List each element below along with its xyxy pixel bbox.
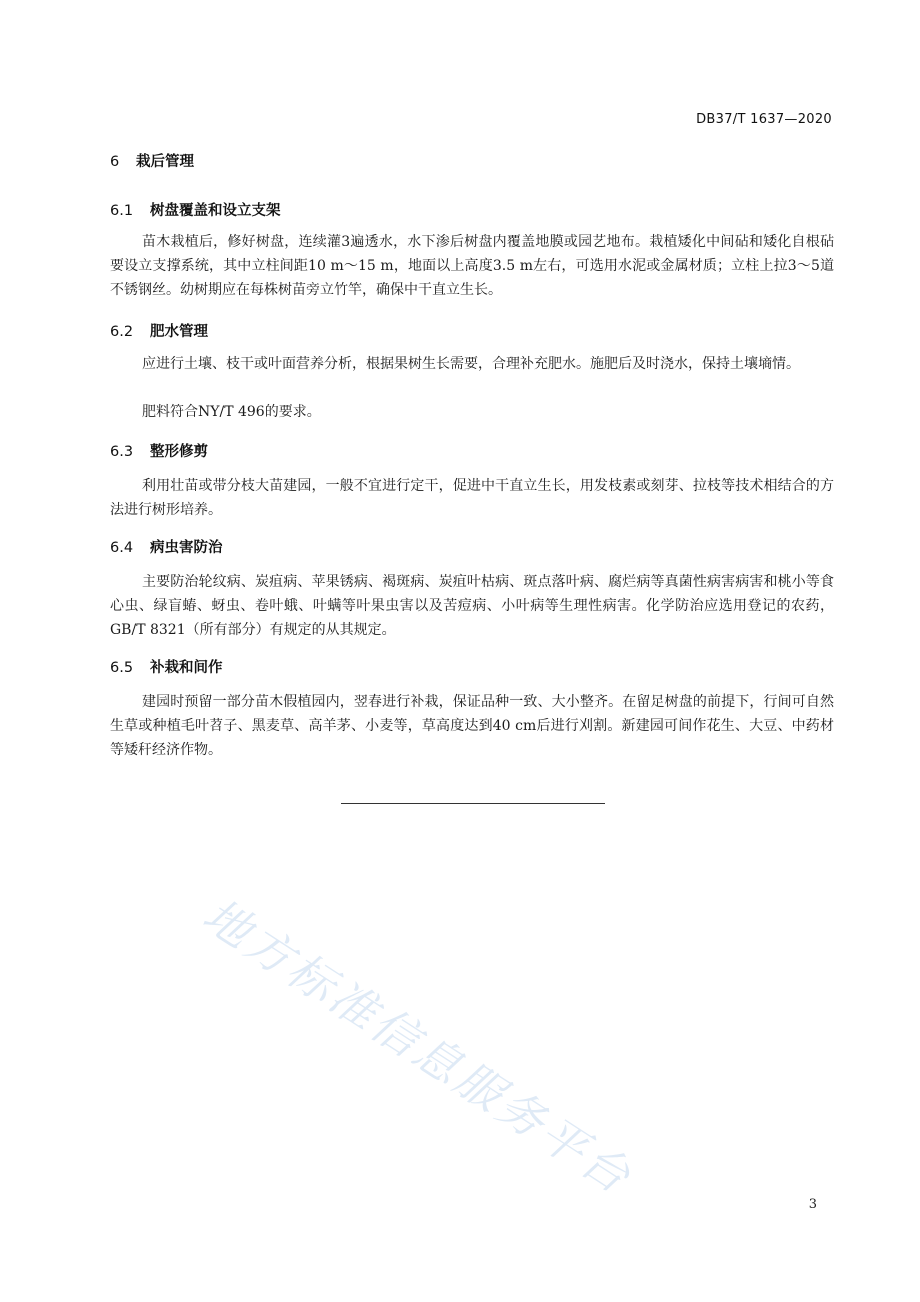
section-heading-6 [110, 150, 194, 171]
subsection-heading-6-2 [110, 320, 208, 341]
subsection-heading-6-5 [110, 656, 223, 677]
document-code: DB37/T 1637—2020 [696, 112, 832, 127]
paragraph-6-3: 利用壮苗或带分枝大苗建园，一般不宜进行定干，促进中干直立生长，用发枝素或刻芽、拉枝等技术相结合的方法进行树形培养。 [110, 478, 834, 518]
subsection-number: 6.1 [110, 203, 134, 219]
subsection-heading-6-4 [110, 536, 223, 557]
subsection-number: 6.5 [110, 660, 134, 676]
paragraph-6-2-a: 应进行土壤、枝干或叶面营养分析，根据果树生长需要，合理补充肥水。施肥后及时浇水，保持土壤墒情。 [142, 356, 800, 372]
end-divider [341, 803, 605, 804]
paragraph-6-1: 苗木栽植后，修好树盘，连续灌3遍透水，水下渗后树盘内覆盖地膜或园艺地布。栽植矮化中间砧和矮化自根砧要设立支撑系统，其中立柱间距10 m～15 m，地面以上高度3.5 m左右，可选用水泥或金属材质；立柱上拉3～5道不锈钢丝。幼树期应在每株树苗旁立竹竿，确保中干直立生长。 [110, 234, 834, 298]
subsection-title: 肥水管理 [150, 324, 208, 340]
subsection-heading-6-3 [110, 440, 208, 461]
paragraph-6-5: 建园时预留一部分苗木假植园内，翌春进行补栽，保证品种一致、大小整齐。在留足树盘的前提下，行间可自然生草或种植毛叶苕子、黑麦草、高羊茅、小麦等，草高度达到40 cm后进行刈割。新建园可间作花生、大豆、中药材等矮秆经济作物。 [110, 694, 834, 758]
subsection-number: 6.3 [110, 444, 134, 460]
page-number: 3 [808, 1197, 817, 1212]
paragraph-6-2-b: 肥料符合NY/T 496的要求。 [142, 404, 321, 420]
subsection-number: 6.2 [110, 324, 134, 340]
section-title: 栽后管理 [136, 154, 194, 170]
subsection-title: 病虫害防治 [150, 540, 223, 556]
subsection-title: 整形修剪 [150, 444, 208, 460]
subsection-number: 6.4 [110, 540, 134, 556]
subsection-title: 树盘覆盖和设立支架 [150, 203, 281, 219]
subsection-title: 补栽和间作 [150, 660, 223, 676]
subsection-heading-6-1 [110, 199, 281, 220]
section-number: 6 [110, 154, 120, 170]
paragraph-6-4: 主要防治轮纹病、炭疽病、苹果锈病、褐斑病、炭疽叶枯病、斑点落叶病、腐烂病等真菌性病害病害和桃小等食心虫、绿盲蝽、蚜虫、卷叶蛾、叶螨等叶果虫害以及苦痘病、小叶病等生理性病害。化学防治应选用登记的农药，GB/T 8321（所有部分）有规定的从其规定。 [110, 574, 834, 638]
watermark: 地方标准信息服务平台 [193, 887, 643, 1206]
